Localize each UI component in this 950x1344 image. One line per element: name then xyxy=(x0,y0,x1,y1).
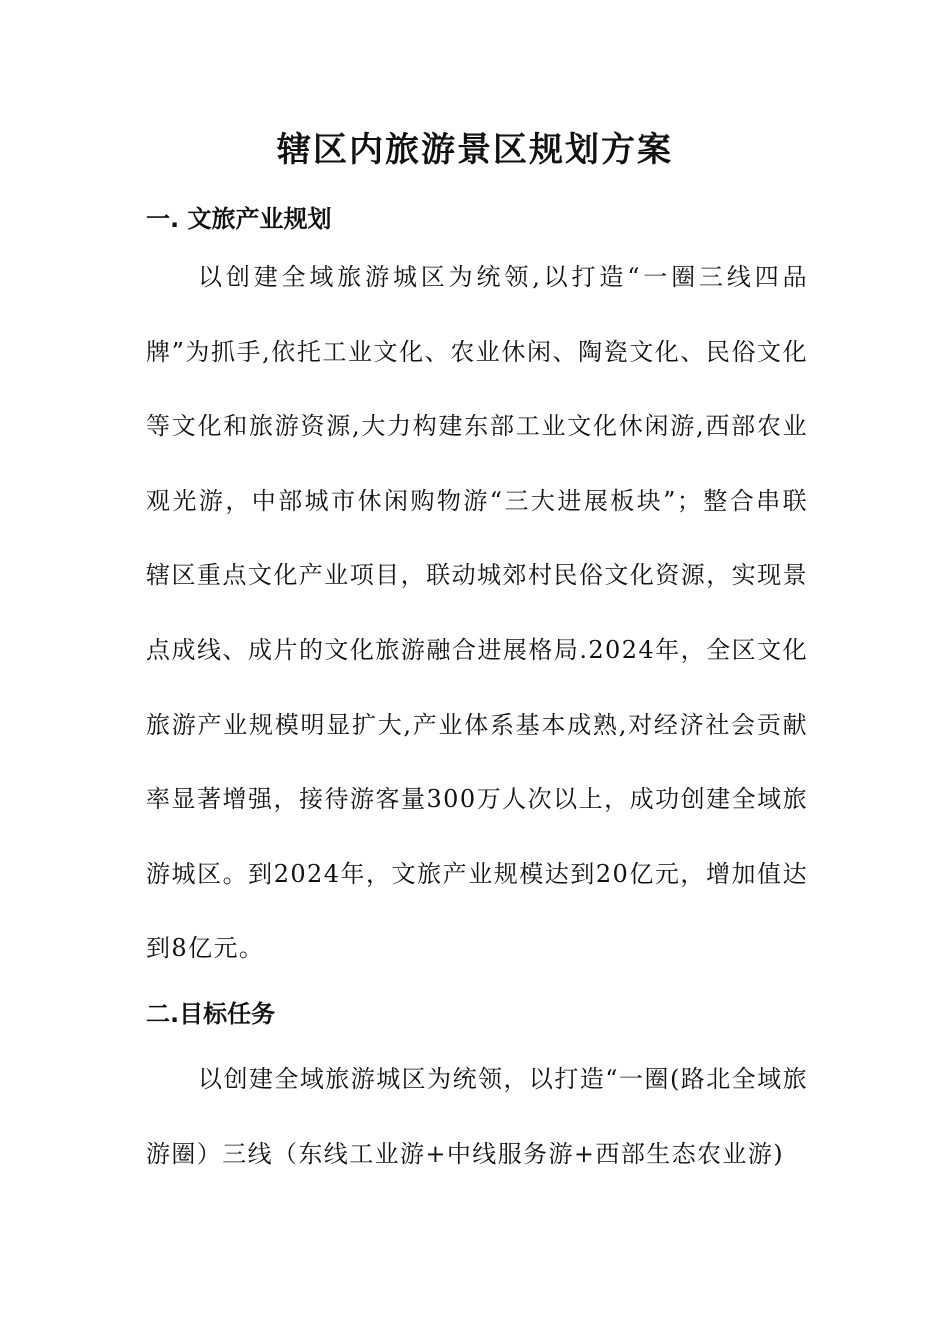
section-heading-2: 二.目标任务 xyxy=(146,1000,276,1028)
section-paragraph-2: 以创建全域旅游城区为统领，以打造“一圈(路北全域旅游圈）三线（东线工业游+中线服务游+西部生态农业游) xyxy=(146,1065,808,1168)
page-title: 辖区内旅游景区规划方案 xyxy=(277,130,673,170)
section-heading-1: 一. 文旅产业规划 xyxy=(146,205,332,233)
section-paragraph-1: 以创建全域旅游城区为统领,以打造“一圈三线四品牌”为抓手,依托工业文化、农业休闲、陶瓷文化、民俗文化等文化和旅游资源,大力构建东部工业文化休闲游,西部农业观光游，中部城市休闲购物游“三大进展板块”；整合串联辖区重点文化产业项目，联动城郊村民俗文化资源，实现景点成线、成片的文化旅游融合进展格局.2024年，全区文化旅游产业规模明显扩大,产业体系基本成熟,对经济社会贡献率显著增强，接待游客量300万人次以上，成功创建全域旅游城区。到2024年，文旅产业规模达到20亿元，增加值达到8亿元。 xyxy=(146,263,808,963)
